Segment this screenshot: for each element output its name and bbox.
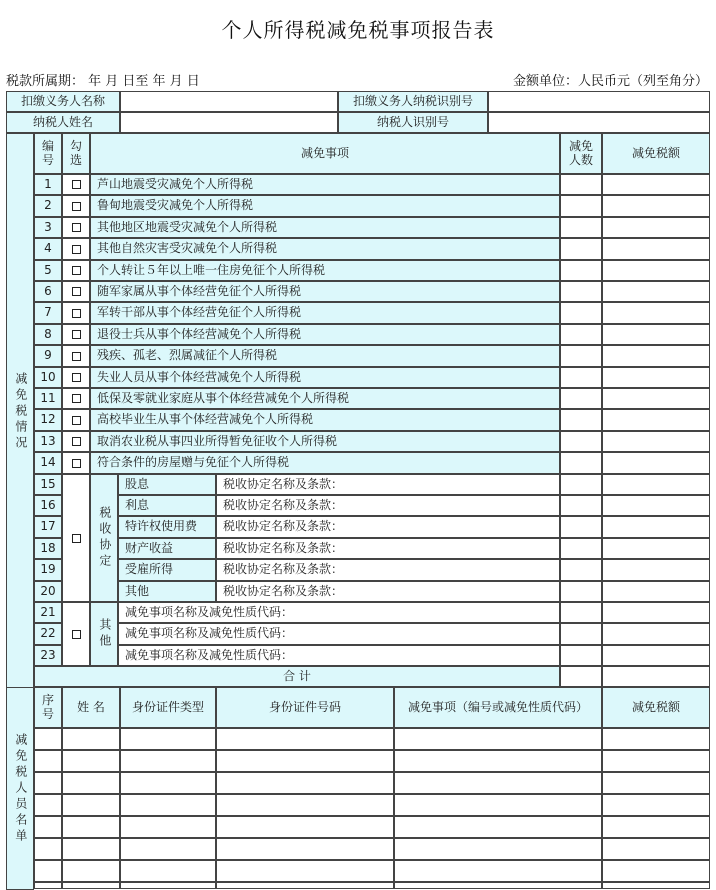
row-checkbox[interactable] (62, 409, 90, 431)
row-amount-input[interactable] (602, 260, 710, 281)
row-checkbox[interactable] (62, 302, 90, 324)
reduction-amount-field[interactable] (602, 816, 710, 838)
reduction-item-field[interactable] (394, 838, 602, 860)
row-number: 6 (34, 281, 62, 302)
tax-period-label: 税款所属期： 年 月 日至 年 月 日 (6, 74, 200, 89)
name-field[interactable] (62, 728, 120, 750)
row-checkbox[interactable] (62, 367, 90, 388)
row-people-input[interactable] (560, 260, 602, 281)
header-people-count: 减免人数 (560, 133, 602, 174)
name-field[interactable] (62, 860, 120, 882)
header-check: 勾选 (62, 133, 90, 174)
row-number: 1 (34, 174, 62, 195)
row-people-input[interactable] (560, 623, 602, 645)
row-number: 5 (34, 260, 62, 281)
row-checkbox[interactable] (62, 260, 90, 281)
reduction-amount-field[interactable] (602, 794, 710, 816)
row-item-label: 低保及零就业家庭从事个体经营减免个人所得税 (90, 388, 560, 409)
seq-field[interactable] (34, 794, 62, 816)
reduction-item-field[interactable] (394, 816, 602, 838)
form-title: 个人所得税减免税事项报告表 (221, 18, 495, 42)
id-type-field[interactable] (120, 750, 216, 772)
checkbox-icon (72, 202, 81, 211)
header-reduction-item: 减免事项（编号或减免性质代码） (394, 687, 602, 728)
treaty-clause-field[interactable]: 税收协定名称及条款： (216, 495, 560, 516)
row-checkbox[interactable] (62, 452, 90, 474)
row-amount-input[interactable] (602, 581, 710, 602)
row-item-label: 残疾、孤老、烈属减征个人所得税 (90, 345, 560, 367)
row-number: 15 (34, 474, 62, 495)
section-reduction-side-label: 减免税情况 (6, 133, 34, 691)
taxpayer-name-field[interactable] (120, 112, 338, 133)
row-number: 2 (34, 195, 62, 217)
row-people-input[interactable] (560, 324, 602, 345)
row-people-input[interactable] (560, 409, 602, 431)
seq-field[interactable] (34, 860, 62, 882)
row-item-label: 鲁甸地震受灾减免个人所得税 (90, 195, 560, 217)
row-people-input[interactable] (560, 559, 602, 581)
treaty-clause-field[interactable]: 税收协定名称及条款： (216, 516, 560, 538)
row-amount-input[interactable] (602, 324, 710, 345)
section-personnel-side-label: 减免税人员名单 (6, 687, 34, 890)
checkbox-icon (72, 309, 81, 318)
row-people-input[interactable] (560, 217, 602, 238)
checkbox-icon (72, 459, 81, 468)
row-number: 14 (34, 452, 62, 474)
reduction-amount-field[interactable] (602, 860, 710, 882)
id-number-field[interactable] (216, 772, 394, 794)
row-people-input[interactable] (560, 495, 602, 516)
treaty-income-type: 财产收益 (118, 538, 216, 559)
row-number: 20 (34, 581, 62, 602)
row-checkbox[interactable] (62, 324, 90, 345)
row-checkbox[interactable] (62, 345, 90, 367)
row-amount-input[interactable] (602, 516, 710, 538)
row-item-label: 军转干部从事个体经营免征个人所得税 (90, 302, 560, 324)
total-amount-input[interactable] (602, 666, 710, 687)
row-amount-input[interactable] (602, 645, 710, 666)
row-amount-input[interactable] (602, 474, 710, 495)
name-field[interactable] (62, 772, 120, 794)
currency-unit-label: 金额单位：人民币元（列至角分） (512, 74, 708, 89)
id-type-field[interactable] (120, 794, 216, 816)
reduction-amount-field[interactable] (602, 772, 710, 794)
name-field[interactable] (62, 838, 120, 860)
row-number: 22 (34, 623, 62, 645)
reduction-item-field[interactable] (394, 860, 602, 882)
name-field[interactable] (62, 794, 120, 816)
row-amount-input[interactable] (602, 174, 710, 195)
row-number: 9 (34, 345, 62, 367)
header-number: 编号 (34, 133, 62, 174)
row-people-input[interactable] (560, 367, 602, 388)
row-number: 13 (34, 431, 62, 452)
header-name: 姓 名 (62, 687, 120, 728)
row-amount-input[interactable] (602, 238, 710, 260)
other-item-field[interactable]: 减免事项名称及减免性质代码： (118, 645, 560, 666)
treaty-income-type: 受雇所得 (118, 559, 216, 581)
row-amount-input[interactable] (602, 431, 710, 452)
checkbox-icon (72, 394, 81, 403)
seq-field[interactable] (34, 750, 62, 772)
row-item-label: 其他自然灾害受灾减免个人所得税 (90, 238, 560, 260)
treaty-group-label: 税收协定 (90, 474, 118, 602)
other-item-field[interactable]: 减免事项名称及减免性质代码： (118, 602, 560, 623)
name-field[interactable] (62, 750, 120, 772)
row-item-label: 芦山地震受灾减免个人所得税 (90, 174, 560, 195)
reduction-item-field[interactable] (394, 794, 602, 816)
id-type-field[interactable] (120, 816, 216, 838)
header-amount: 减免税额 (602, 133, 710, 174)
id-number-field[interactable] (216, 860, 394, 882)
checkbox-icon (72, 266, 81, 275)
reduction-item-field[interactable] (394, 772, 602, 794)
seq-field[interactable] (34, 728, 62, 750)
id-number-field[interactable] (216, 750, 394, 772)
row-number: 19 (34, 559, 62, 581)
row-number: 4 (34, 238, 62, 260)
row-amount-input[interactable] (602, 452, 710, 474)
row-amount-input[interactable] (602, 495, 710, 516)
row-checkbox[interactable] (62, 195, 90, 217)
row-amount-input[interactable] (602, 217, 710, 238)
row-people-input[interactable] (560, 474, 602, 495)
row-item-label: 失业人员从事个体经营减免个人所得税 (90, 367, 560, 388)
row-people-input[interactable] (560, 602, 602, 623)
row-amount-input[interactable] (602, 559, 710, 581)
taxpayer-id-field[interactable] (488, 112, 710, 133)
withholder-name-label: 扣缴义务人名称 (6, 91, 120, 112)
row-item-label: 取消农业税从事四业所得暂免征收个人所得税 (90, 431, 560, 452)
reduction-item-field[interactable] (394, 750, 602, 772)
id-number-field[interactable] (216, 794, 394, 816)
checkbox-icon (72, 352, 81, 361)
header-reduction-amount: 减免税额 (602, 687, 710, 728)
id-type-field[interactable] (120, 838, 216, 860)
id-type-field[interactable] (120, 860, 216, 882)
row-amount-input[interactable] (602, 409, 710, 431)
reduction-item-field[interactable] (394, 728, 602, 750)
row-people-input[interactable] (560, 431, 602, 452)
row-people-input[interactable] (560, 538, 602, 559)
other-checkbox[interactable] (62, 602, 90, 666)
reduction-amount-field[interactable] (602, 838, 710, 860)
row-amount-input[interactable] (602, 388, 710, 409)
treaty-clause-field[interactable]: 税收协定名称及条款： (216, 538, 560, 559)
row-item-label: 高校毕业生从事个体经营减免个人所得税 (90, 409, 560, 431)
id-number-field[interactable] (216, 838, 394, 860)
withholder-id-field[interactable] (488, 91, 710, 112)
row-people-input[interactable] (560, 238, 602, 260)
header-id-number: 身份证件号码 (216, 687, 394, 728)
reduction-amount-field[interactable] (602, 750, 710, 772)
row-amount-input[interactable] (602, 195, 710, 217)
row-people-input[interactable] (560, 281, 602, 302)
withholder-name-field[interactable] (120, 91, 338, 112)
row-people-input[interactable] (560, 302, 602, 324)
row-people-input[interactable] (560, 195, 602, 217)
checkbox-icon (72, 330, 81, 339)
row-number: 3 (34, 217, 62, 238)
checkbox-icon (72, 416, 81, 425)
id-number-field[interactable] (216, 816, 394, 838)
row-checkbox[interactable] (62, 431, 90, 452)
row-number: 8 (34, 324, 62, 345)
row-number: 18 (34, 538, 62, 559)
row-checkbox[interactable] (62, 281, 90, 302)
row-amount-input[interactable] (602, 367, 710, 388)
checkbox-icon (72, 245, 81, 254)
row-number: 21 (34, 602, 62, 623)
checkbox-icon (72, 534, 81, 543)
row-number: 23 (34, 645, 62, 666)
id-number-field[interactable] (216, 728, 394, 750)
name-field[interactable] (62, 816, 120, 838)
seq-field[interactable] (34, 838, 62, 860)
row-amount-input[interactable] (602, 538, 710, 559)
treaty-clause-field[interactable]: 税收协定名称及条款： (216, 559, 560, 581)
checkbox-icon (72, 180, 81, 189)
id-type-field[interactable] (120, 728, 216, 750)
withholder-id-label: 扣缴义务人纳税识别号 (338, 91, 488, 112)
total-label: 合 计 (34, 666, 560, 687)
row-item-label: 随军家属从事个体经营免征个人所得税 (90, 281, 560, 302)
row-people-input[interactable] (560, 345, 602, 367)
row-number: 10 (34, 367, 62, 388)
other-group-label: 其他 (90, 602, 118, 666)
row-people-input[interactable] (560, 516, 602, 538)
row-checkbox[interactable] (62, 174, 90, 195)
row-amount-input[interactable] (602, 302, 710, 324)
id-type-field[interactable] (120, 772, 216, 794)
row-amount-input[interactable] (602, 281, 710, 302)
row-people-input[interactable] (560, 174, 602, 195)
total-people-input[interactable] (560, 666, 602, 687)
checkbox-icon (72, 223, 81, 232)
row-number: 16 (34, 495, 62, 516)
row-checkbox[interactable] (62, 217, 90, 238)
row-number: 7 (34, 302, 62, 324)
row-amount-input[interactable] (602, 602, 710, 623)
treaty-income-type: 其他 (118, 581, 216, 602)
row-item-label: 个人转让５年以上唯一住房免征个人所得税 (90, 260, 560, 281)
row-people-input[interactable] (560, 581, 602, 602)
row-number: 11 (34, 388, 62, 409)
taxpayer-id-label: 纳税人识别号 (338, 112, 488, 133)
row-checkbox[interactable] (62, 238, 90, 260)
seq-field[interactable] (34, 772, 62, 794)
row-amount-input[interactable] (602, 345, 710, 367)
header-id-type: 身份证件类型 (120, 687, 216, 728)
taxpayer-name-label: 纳税人姓名 (6, 112, 120, 133)
row-item-label: 其他地区地震受灾减免个人所得税 (90, 217, 560, 238)
treaty-income-type: 利息 (118, 495, 216, 516)
checkbox-icon (72, 287, 81, 296)
row-people-input[interactable] (560, 388, 602, 409)
header-seq: 序号 (34, 687, 62, 728)
treaty-clause-field[interactable]: 税收协定名称及条款： (216, 474, 560, 495)
row-people-input[interactable] (560, 645, 602, 666)
other-item-field[interactable]: 减免事项名称及减免性质代码： (118, 623, 560, 645)
row-item-label: 退役士兵从事个体经营减免个人所得税 (90, 324, 560, 345)
row-amount-input[interactable] (602, 623, 710, 645)
treaty-income-type: 特许权使用费 (118, 516, 216, 538)
treaty-clause-field[interactable]: 税收协定名称及条款： (216, 581, 560, 602)
row-number: 12 (34, 409, 62, 431)
checkbox-icon (72, 373, 81, 382)
row-checkbox[interactable] (62, 388, 90, 409)
checkbox-icon (72, 630, 81, 639)
row-number: 17 (34, 516, 62, 538)
row-people-input[interactable] (560, 452, 602, 474)
checkbox-icon (72, 437, 81, 446)
seq-field[interactable] (34, 816, 62, 838)
reduction-amount-field[interactable] (602, 728, 710, 750)
treaty-income-type: 股息 (118, 474, 216, 495)
header-item: 减免事项 (90, 133, 560, 174)
row-item-label: 符合条件的房屋赠与免征个人所得税 (90, 452, 560, 474)
treaty-checkbox[interactable] (62, 474, 90, 602)
